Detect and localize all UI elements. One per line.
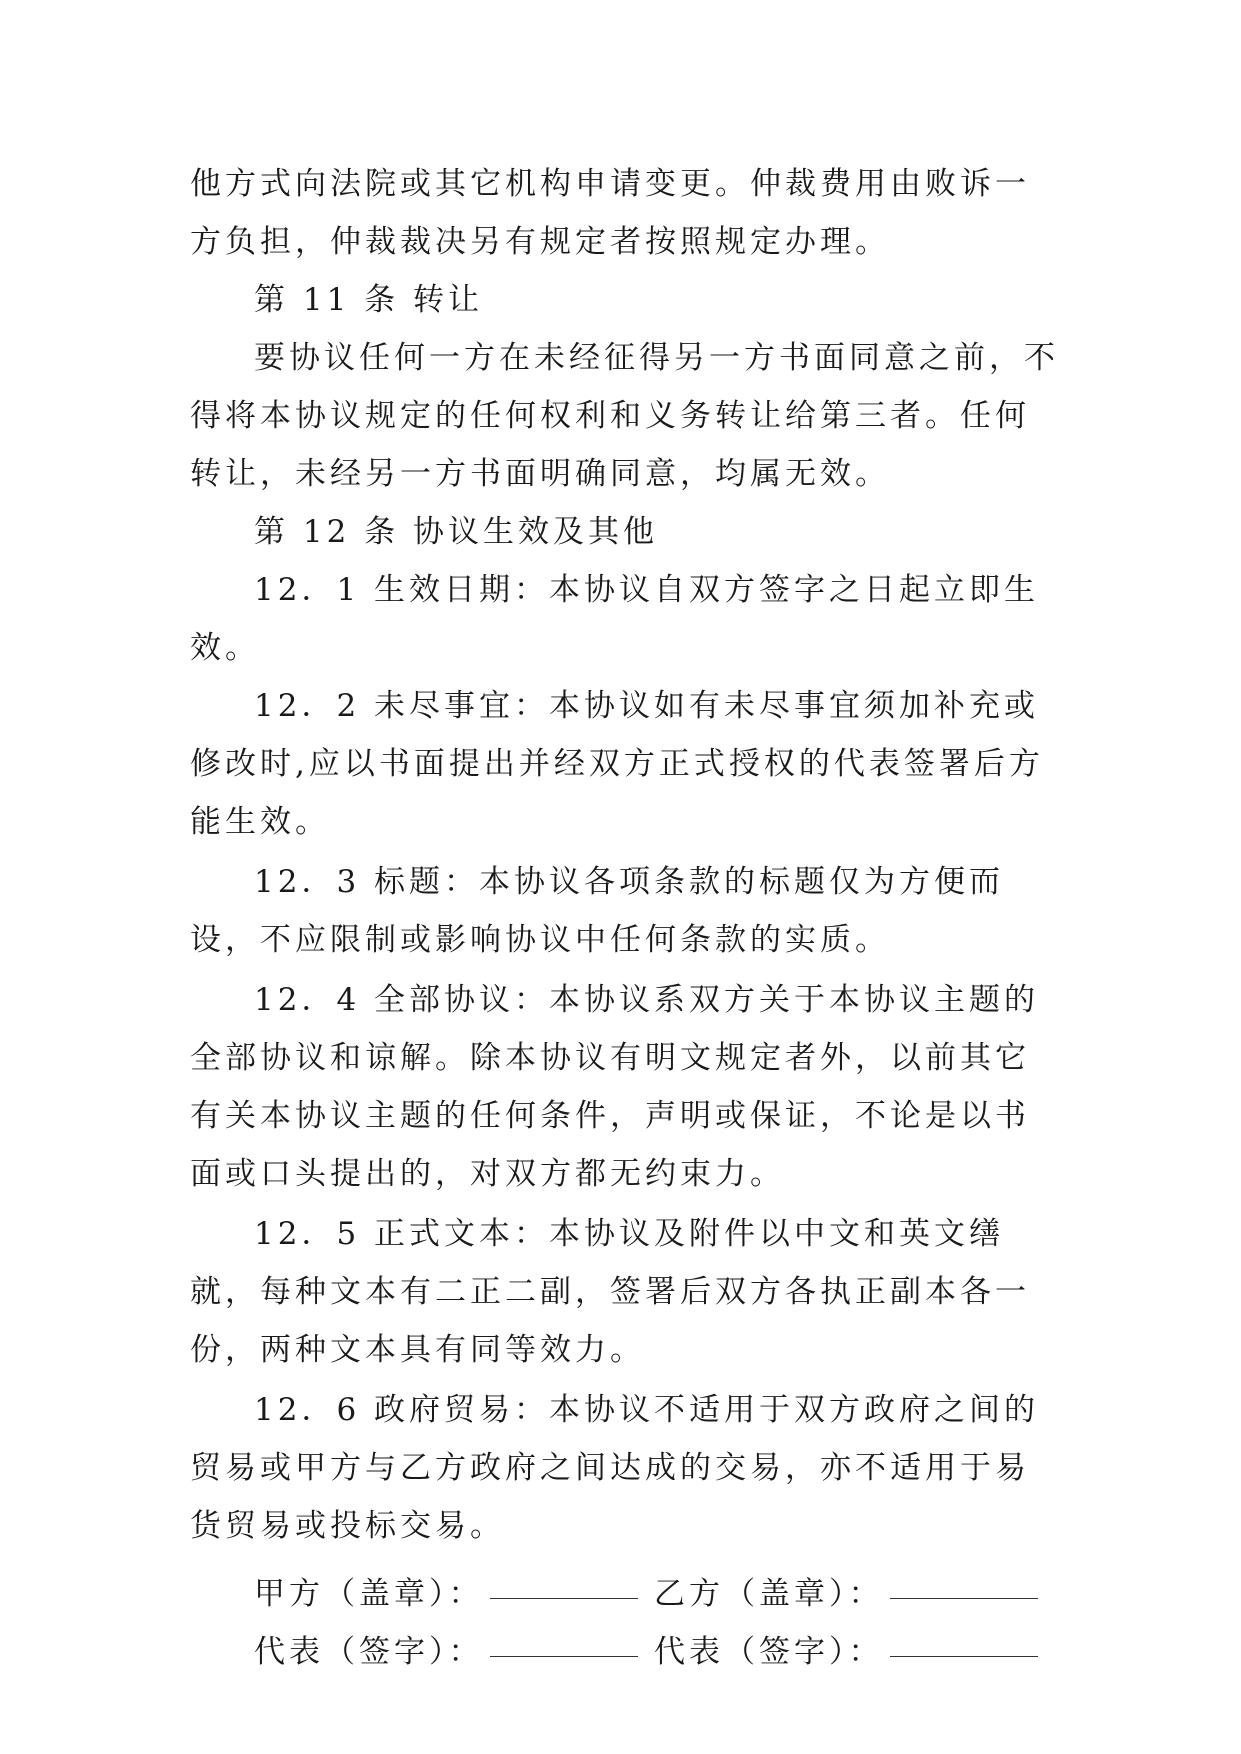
rep-a-sign-field[interactable] [254, 1626, 654, 1671]
document-body [190, 155, 1060, 1671]
rep-b-sign-field[interactable] [654, 1626, 1054, 1671]
rep-b-sign-label: 代表（签字）： [654, 1634, 884, 1670]
signature-row-seal [190, 1555, 1060, 1613]
rep-a-sign-label: 代表（签字）： [254, 1634, 484, 1670]
rep-b-sign-blank[interactable] [890, 1655, 1038, 1657]
article-11-heading: 第 11 条 转让 [254, 282, 484, 318]
clause-12-6: 12．6 政府贸易：本协议不适用于双方政府之间的贸易或甲方与乙方政府之间达成的交易，亦不适用于易货贸易或投标交易。 [190, 1392, 1040, 1544]
clause-12-3: 12．3 标题：本协议各项条款的标题仅为方便而设，不应限制或影响协议中任何条款的实质。 [190, 864, 1005, 958]
party-b-seal-blank[interactable] [890, 1597, 1038, 1599]
rep-a-sign-blank[interactable] [490, 1655, 638, 1657]
party-b-seal-label: 乙方（盖章）： [654, 1576, 884, 1612]
clause-12-1: 12．1 生效日期：本协议自双方签字之日起立即生效。 [190, 572, 1040, 666]
party-b-seal-field[interactable] [654, 1568, 1054, 1613]
clause-12-4: 12．4 全部协议：本协议系双方关于本协议主题的全部协议和谅解。除本协议有明文规定者外，以前其它有关本协议主题的任何条件，声明或保证，不论是以书面或口头提出的，对双方都无约束力。 [190, 982, 1040, 1192]
party-a-seal-blank[interactable] [490, 1597, 638, 1599]
party-a-seal-field[interactable] [254, 1568, 654, 1613]
clause-12-5: 12．5 正式文本：本协议及附件以中文和英文缮就，每种文本有二正二副，签署后双方各执正副本各一份，两种文本具有同等效力。 [190, 1216, 1030, 1368]
party-a-seal-label: 甲方（盖章）： [254, 1576, 484, 1612]
paragraph-continuation: 他方式向法院或其它机构申请变更。仲裁费用由败诉一方负担，仲裁裁决另有规定者按照规定办理。 [190, 166, 1030, 260]
article-12-heading: 第 12 条 协议生效及其他 [254, 514, 659, 550]
clause-12-2: 12．2 未尽事宜：本协议如有未尽事宜须加补充或修改时,应以书面提出并经双方正式授权的代表签署后方能生效。 [190, 688, 1044, 840]
signature-row-rep [190, 1613, 1060, 1671]
article-11-body: 要协议任何一方在未经征得另一方书面同意之前，不得将本协议规定的任何权利和义务转让给第三者。任何转让，未经另一方书面明确同意，均属无效。 [190, 340, 1059, 492]
